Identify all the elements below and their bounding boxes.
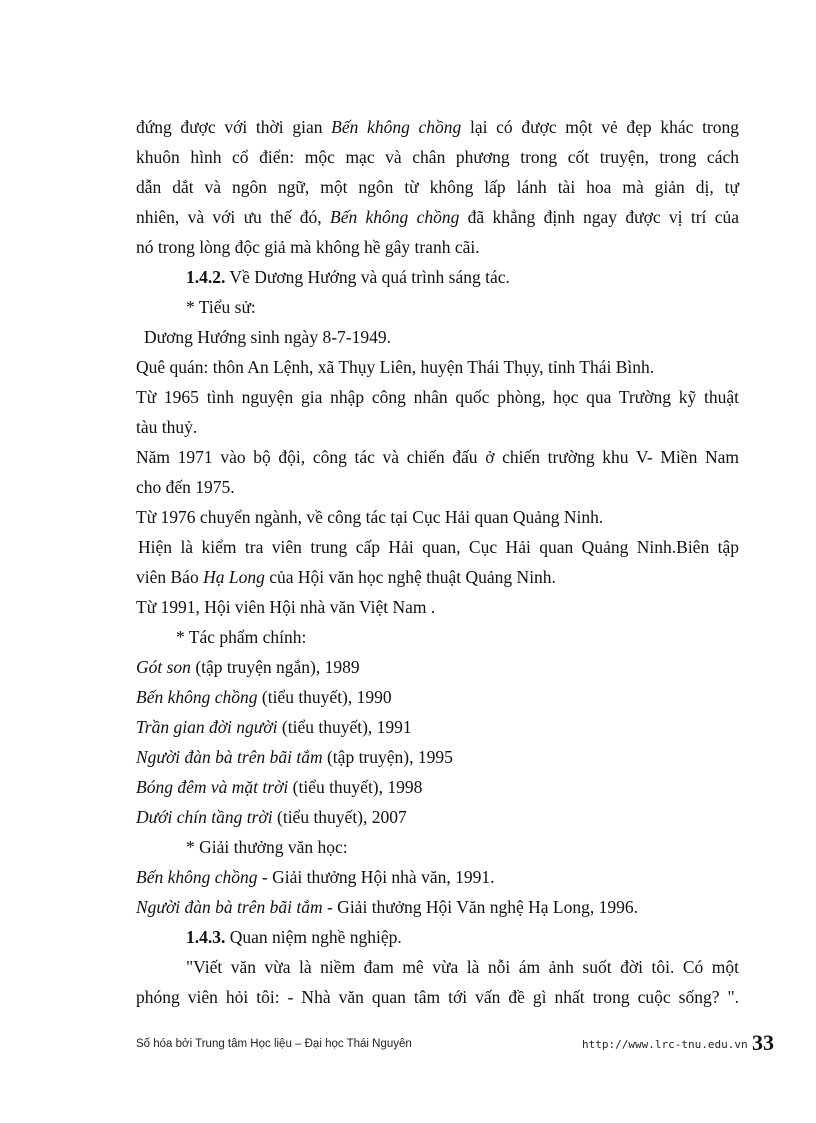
work-title: Bến không chồng [331, 117, 462, 137]
bio-line: cho đến 1975. [136, 477, 235, 497]
work-item [136, 772, 739, 802]
work-detail: (tiểu thuyết), 2007 [272, 807, 407, 827]
work-detail: (tiểu thuyết), 1990 [257, 687, 392, 707]
work-item [136, 682, 739, 712]
paragraph-line: nó trong lòng độc giả mà không hề gây tranh cãi. [136, 237, 480, 257]
bio-line: Từ 1991, Hội viên Hội nhà văn Việt Nam . [136, 597, 436, 617]
work-title: Trần gian đời người [136, 717, 278, 737]
text-span: nhiên, và với ưu thế đó, [136, 207, 330, 227]
subheading-works: * Tác phẩm chính: [176, 627, 307, 647]
bio-line: Hiện là kiểm tra viên trung cấp Hải quan, Cục Hải quan Quảng Ninh.Biên tập [138, 537, 739, 557]
award-item [136, 862, 739, 892]
award-detail: - Giải thưởng Hội Văn nghệ Hạ Long, 1996. [322, 897, 638, 917]
bio-line: Từ 1976 chuyển ngành, về công tác tại Cục Hải quan Quảng Ninh. [136, 507, 604, 527]
bio-line [136, 562, 739, 592]
paragraph-line [136, 202, 739, 232]
section-title: Về Dương Hướng và quá trình sáng tác. [225, 267, 510, 287]
bio-line: Quê quán: thôn An Lệnh, xã Thụy Liên, huyện Thái Thụy, tỉnh Thái Bình. [136, 357, 655, 377]
section-number: 1.4.3. [186, 927, 226, 947]
work-item [136, 742, 739, 772]
work-item [136, 652, 739, 682]
text-span: đã khẳng định ngay được vị trí của [459, 207, 739, 227]
footer-url: http://www.lrc-tnu.edu.vn [582, 1038, 748, 1051]
work-title: Gót son [136, 657, 191, 677]
bio-line: Năm 1971 vào bộ đội, công tác và chiến đấu ở chiến trường khu V- Miền Nam [136, 447, 739, 467]
award-detail: - Giải thưởng Hội nhà văn, 1991. [257, 867, 495, 887]
paragraph-line: dẫn dắt và ngôn ngữ, một ngôn từ không lấp lánh tài hoa mà giản dị, tự [136, 177, 739, 197]
subheading-bio: * Tiểu sử: [186, 297, 256, 317]
work-title: Người đàn bà trên bãi tắm [136, 897, 323, 917]
section-heading-142 [136, 262, 739, 292]
section-number: 1.4.2. [186, 267, 226, 287]
subheading-awards: * Giải thưởng văn học: [186, 837, 348, 857]
quote-line: "Viết văn vừa là niềm đam mê vừa là nỗi ám ảnh suốt đời tôi. Có một [186, 957, 739, 977]
work-item [136, 802, 739, 832]
text-span: lại có được một vẻ đẹp khác trong [461, 117, 740, 137]
paragraph-line: khuôn hình cổ điển: mộc mạc và chân phương trong cốt truyện, trong cách [136, 147, 739, 167]
work-detail: (tập truyện), 1995 [322, 747, 453, 767]
bio-line: Dương Hướng sinh ngày 8-7-1949. [144, 327, 391, 347]
quote-line: phóng viên hỏi tôi: - Nhà văn quan tâm tới vấn đề gì nhất trong cuộc sống? ". [136, 987, 739, 1007]
work-detail: (tiểu thuyết), 1998 [288, 777, 423, 797]
work-detail: (tiểu thuyết), 1991 [277, 717, 412, 737]
newspaper-title: Hạ Long [203, 567, 265, 587]
work-title: Bóng đêm và mặt trời [136, 777, 289, 797]
bio-line: Từ 1965 tình nguyện gia nhập công nhân quốc phòng, học qua Trường kỹ thuật [136, 387, 739, 407]
text-span: của Hội văn học nghệ thuật Quảng Ninh. [264, 567, 556, 587]
page-number: 33 [752, 1030, 774, 1055]
work-title: Dưới chín tầng trời [136, 807, 273, 827]
work-title: Bến không chồng [330, 207, 460, 227]
work-title: Bến không chồng [136, 867, 258, 887]
page-footer [136, 1030, 774, 1057]
work-detail: (tập truyện ngắn), 1989 [190, 657, 360, 677]
section-heading-143 [136, 922, 739, 952]
body-text [136, 112, 739, 1012]
work-item [136, 712, 739, 742]
text-span: đứng được với thời gian [136, 117, 332, 137]
work-title: Người đàn bà trên bãi tắm [136, 747, 323, 767]
section-title: Quan niệm nghề nghiệp. [225, 927, 402, 947]
footer-credit: Số hóa bởi Trung tâm Học liệu – Đại học Thái Nguyên [136, 1038, 412, 1050]
text-span: viên Báo [136, 567, 204, 587]
award-item [136, 892, 739, 922]
bio-line: tàu thuỷ. [136, 417, 198, 437]
work-title: Bến không chồng [136, 687, 258, 707]
paragraph-line [136, 112, 739, 142]
